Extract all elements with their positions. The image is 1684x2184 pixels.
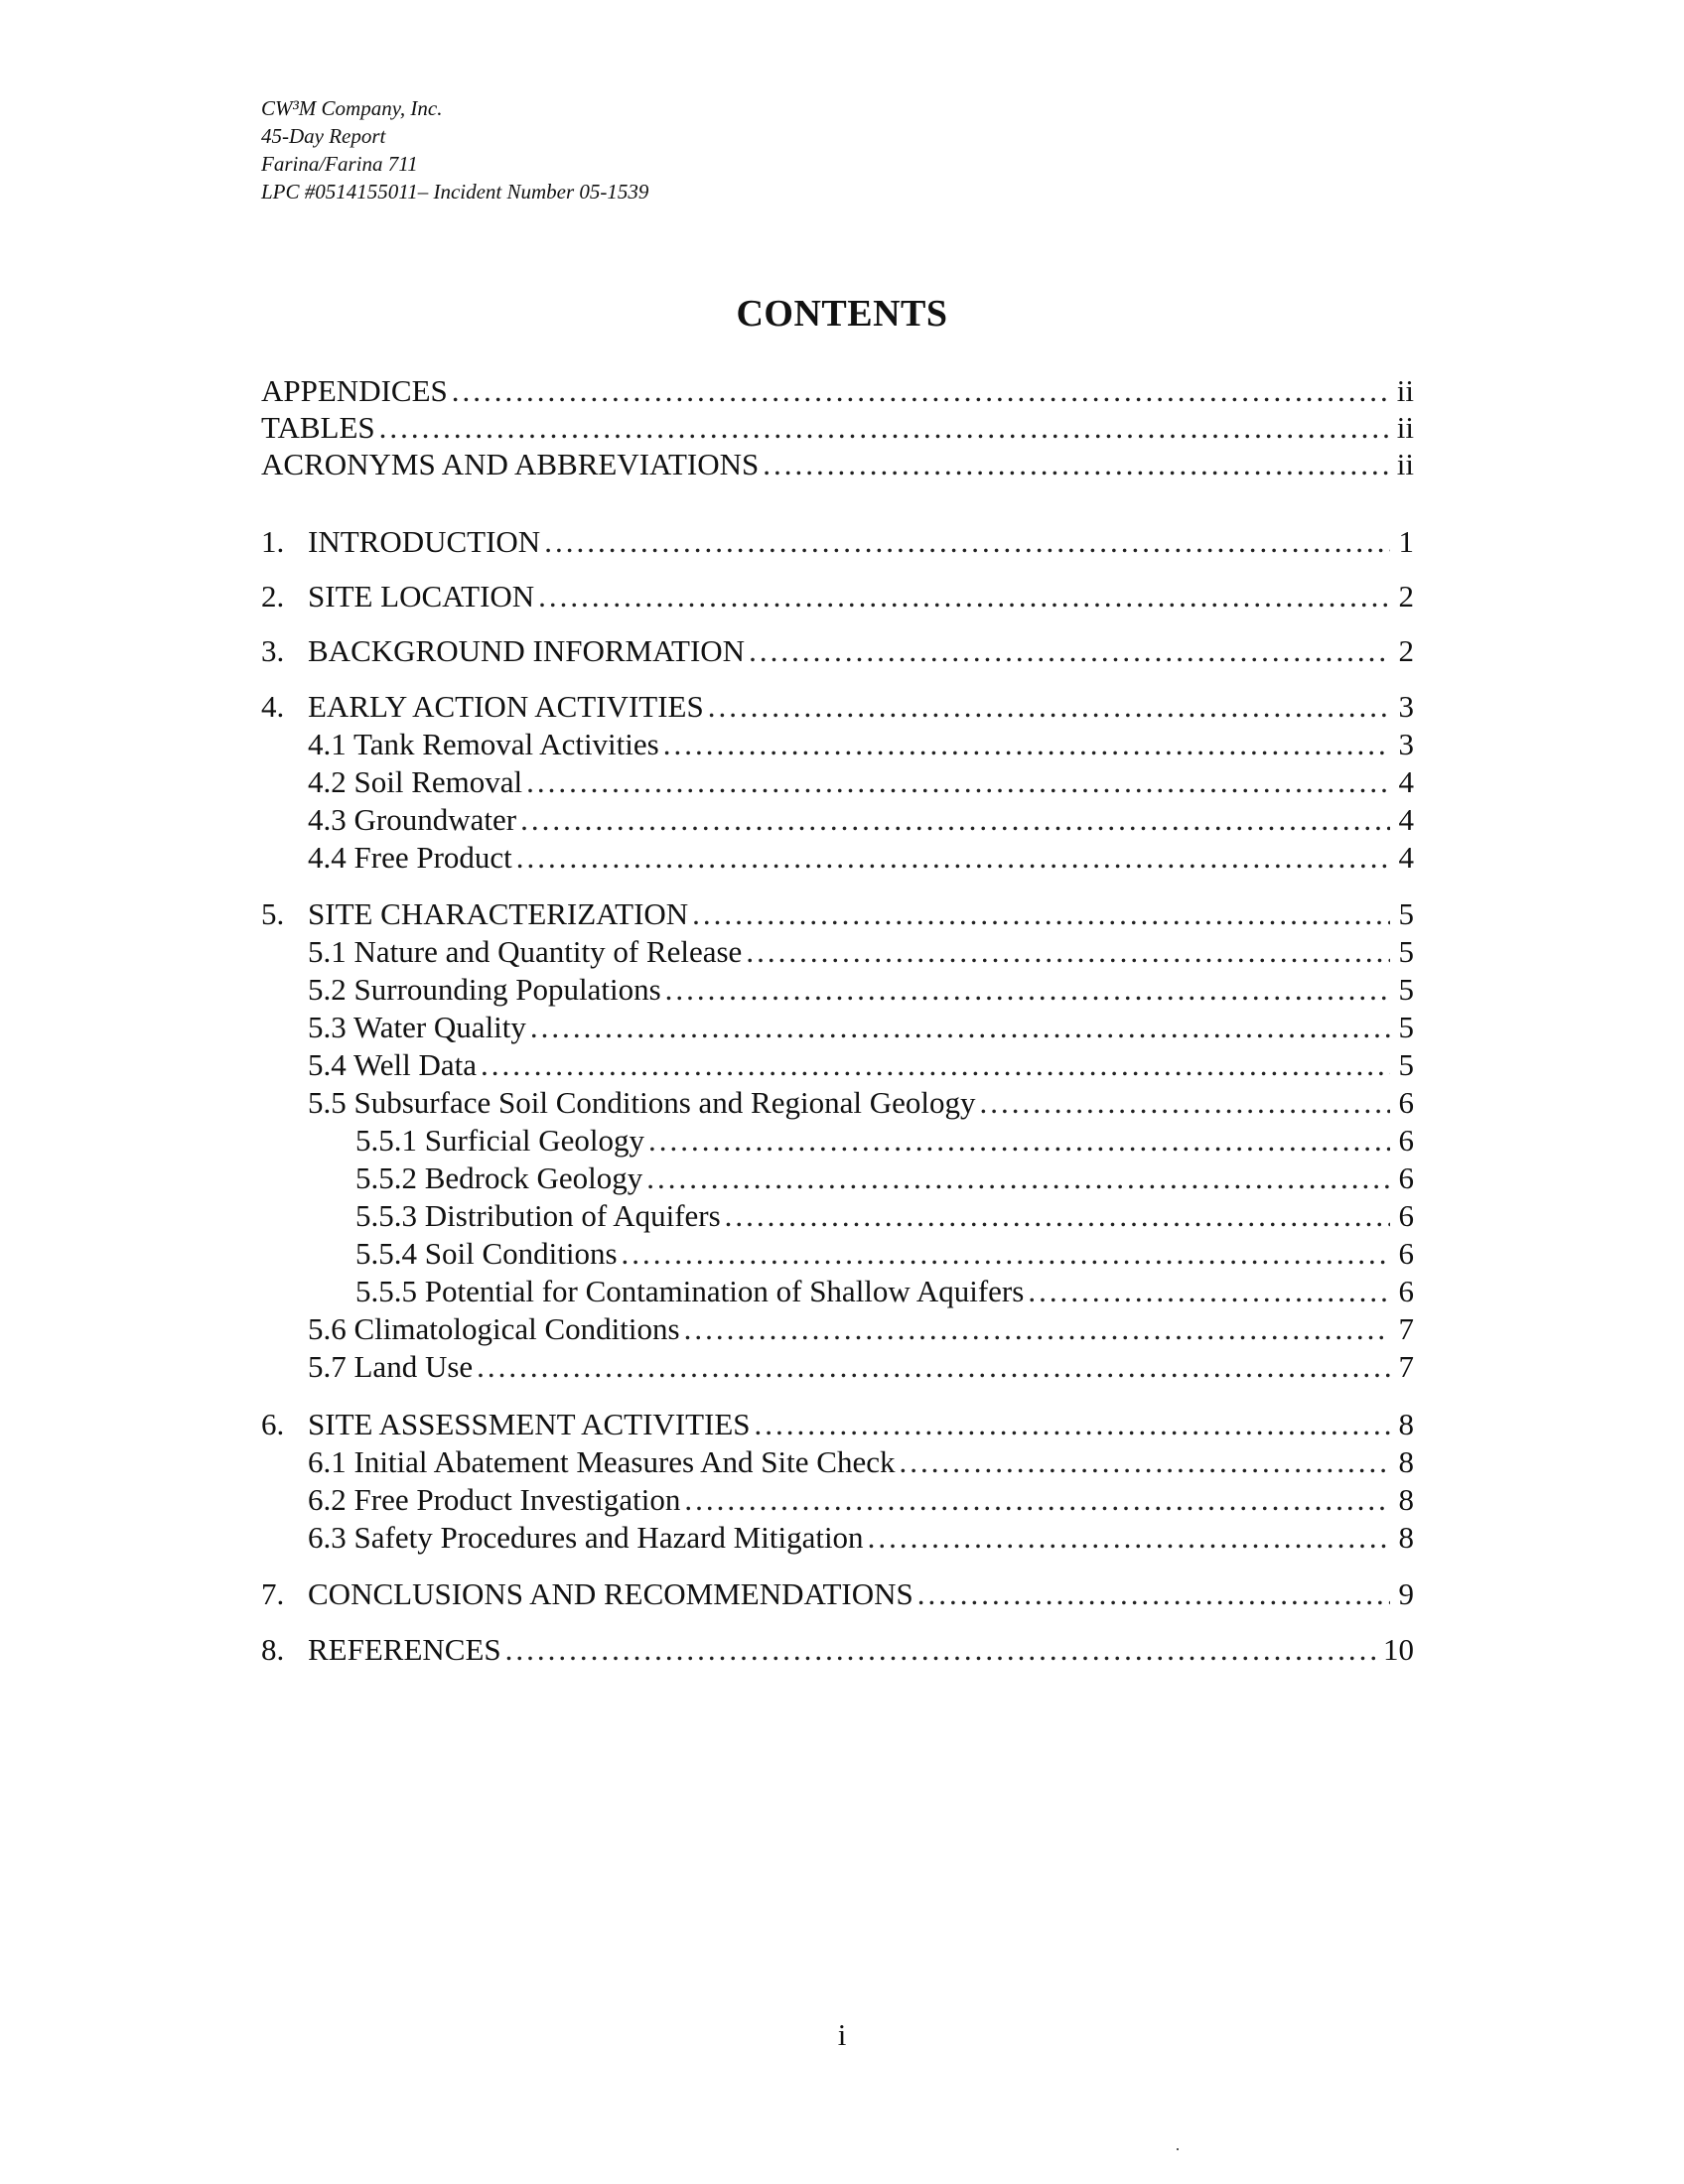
toc-page-number: 2 (1398, 579, 1414, 614)
toc-entry-label: 5.5 Subsurface Soil Conditions and Regional Geology (308, 1085, 976, 1120)
toc-dot-leader (648, 1121, 1390, 1160)
toc-section-number: 8. (261, 1632, 285, 1667)
toc-dot-leader (692, 894, 1390, 934)
toc-entry-label: SITE CHARACTERIZATION (308, 896, 689, 931)
toc-dot-leader (1028, 1272, 1390, 1311)
toc-page-number: 4 (1398, 764, 1414, 799)
toc-entry-label: 5.5.1 Surficial Geology (355, 1123, 645, 1158)
toc-entry (261, 970, 1414, 1010)
toc-entry-label: 5.1 Nature and Quantity of Release (308, 934, 743, 969)
header-incident-number: LPC #0514155011– Incident Number 05-1539 (261, 180, 649, 204)
toc-dot-leader (520, 800, 1390, 840)
toc-page-number: 6 (1398, 1085, 1414, 1120)
toc-entry (261, 408, 1414, 448)
document-header (261, 94, 648, 205)
toc-entry-label: 5.4 Well Data (308, 1047, 477, 1082)
toc-dot-leader (452, 371, 1390, 411)
toc-entry (261, 371, 1414, 411)
toc-page-number: 8 (1398, 1482, 1414, 1517)
toc-dot-leader (917, 1574, 1390, 1614)
toc-entry (261, 800, 1414, 840)
toc-dot-leader (868, 1518, 1390, 1558)
toc-entry-label: 5.6 Climatological Conditions (308, 1311, 680, 1346)
toc-page-number: 2 (1398, 633, 1414, 668)
toc-page-number: ii (1396, 447, 1414, 481)
toc-entry-label: SITE LOCATION (308, 579, 535, 614)
toc-section-number: 6. (261, 1407, 285, 1441)
toc-entry-label: 4.4 Free Product (308, 840, 512, 875)
toc-entry (261, 1630, 1414, 1670)
toc-dot-leader (663, 725, 1390, 764)
toc-page-number: 6 (1398, 1236, 1414, 1271)
toc-page-number: 5 (1398, 896, 1414, 931)
toc-entry-label: EARLY ACTION ACTIVITIES (308, 689, 704, 724)
toc-entry (261, 522, 1414, 562)
footer-page-number: i (837, 2017, 847, 2052)
toc-page-number: 6 (1398, 1198, 1414, 1233)
toc-dot-leader (746, 932, 1390, 972)
toc-entry-label: 5.5.5 Potential for Contamination of Shallow Aquifers (355, 1274, 1025, 1308)
toc-entry (261, 932, 1414, 972)
toc-entry-label: REFERENCES (308, 1632, 501, 1667)
toc-dot-leader (538, 577, 1390, 616)
toc-dot-leader (979, 1083, 1390, 1123)
toc-entry-label: ACRONYMS AND ABBREVIATIONS (261, 447, 760, 481)
toc-entry (261, 687, 1414, 727)
toc-page-number: 8 (1398, 1520, 1414, 1555)
toc-dot-leader (684, 1480, 1390, 1520)
toc-section-number: 5. (261, 896, 285, 931)
toc-dot-leader (899, 1442, 1390, 1482)
toc-page-number: 5 (1398, 972, 1414, 1007)
toc-entry-label: 6.1 Initial Abatement Measures And Site Check (308, 1444, 896, 1479)
toc-entry (261, 1045, 1414, 1085)
toc-page-number: 3 (1398, 689, 1414, 724)
toc-dot-leader (622, 1234, 1390, 1274)
toc-page-number: 6 (1398, 1123, 1414, 1158)
toc-page-number: 7 (1398, 1349, 1414, 1384)
toc-entry-label: SITE ASSESSMENT ACTIVITIES (308, 1407, 751, 1441)
toc-entry-label: 5.5.2 Bedrock Geology (355, 1160, 643, 1195)
toc-entry (261, 762, 1414, 802)
toc-dot-leader (684, 1309, 1390, 1349)
toc-entry (261, 631, 1414, 671)
toc-entry (261, 445, 1414, 484)
header-report-type: 45-Day Report (261, 124, 386, 148)
toc-page-number: 8 (1398, 1407, 1414, 1441)
toc-page-number: 10 (1383, 1632, 1414, 1667)
toc-entry-label: 6.3 Safety Procedures and Hazard Mitigation (308, 1520, 864, 1555)
toc-entry-label: 5.7 Land Use (308, 1349, 474, 1384)
toc-entry-label: 5.5.3 Distribution of Aquifers (355, 1198, 721, 1233)
toc-page-number: 1 (1398, 524, 1414, 559)
toc-page-number: 6 (1398, 1160, 1414, 1195)
toc-dot-leader (481, 1045, 1390, 1085)
header-company: CW³M Company, Inc. (261, 96, 443, 120)
toc-dot-leader (763, 445, 1390, 484)
toc-entry-label: INTRODUCTION (308, 524, 541, 559)
toc-page-number: 5 (1398, 1047, 1414, 1082)
toc-entry (261, 1159, 1414, 1198)
toc-section-number: 1. (261, 524, 285, 559)
toc-dot-leader (755, 1405, 1390, 1444)
toc-entry-label: APPENDICES (261, 373, 448, 408)
toc-page-number: 5 (1398, 1010, 1414, 1044)
toc-dot-leader (379, 408, 1390, 448)
toc-entry-label: CONCLUSIONS AND RECOMMENDATIONS (308, 1576, 913, 1611)
toc-page-number: ii (1396, 410, 1414, 445)
toc-entry (261, 1196, 1414, 1236)
toc-entry (261, 838, 1414, 878)
toc-page-number: 9 (1398, 1576, 1414, 1611)
toc-entry (261, 1083, 1414, 1123)
toc-entry (261, 1234, 1414, 1274)
toc-entry (261, 1121, 1414, 1160)
header-site-name: Farina/Farina 711 (261, 152, 418, 176)
toc-section-number: 3. (261, 633, 285, 668)
toc-entry-label: 5.2 Surrounding Populations (308, 972, 661, 1007)
page-title: CONTENTS (736, 293, 948, 335)
toc-entry (261, 725, 1414, 764)
toc-entry (261, 1347, 1414, 1387)
toc-entry-label: 4.3 Groundwater (308, 802, 517, 837)
toc-page-number: ii (1396, 373, 1414, 408)
toc-entry-label: 5.3 Water Quality (308, 1010, 526, 1044)
toc-dot-leader (505, 1630, 1379, 1670)
toc-dot-leader (665, 970, 1390, 1010)
toc-entry (261, 1309, 1414, 1349)
toc-dot-leader (516, 838, 1390, 878)
toc-entry-label: TABLES (261, 410, 375, 445)
toc-dot-leader (725, 1196, 1390, 1236)
toc-dot-leader (477, 1347, 1390, 1387)
toc-entry-label: 5.5.4 Soil Conditions (355, 1236, 618, 1271)
toc-page-number: 7 (1398, 1311, 1414, 1346)
toc-dot-leader (530, 1008, 1390, 1047)
toc-dot-leader (708, 687, 1390, 727)
toc-entry-label: 4.1 Tank Removal Activities (308, 727, 659, 761)
toc-dot-leader (526, 762, 1390, 802)
toc-entry-label: 4.2 Soil Removal (308, 764, 523, 799)
toc-entry (261, 894, 1414, 934)
toc-entry (261, 1480, 1414, 1520)
toc-entry (261, 1405, 1414, 1444)
scan-speck (1177, 2148, 1179, 2150)
toc-dot-leader (646, 1159, 1390, 1198)
toc-entry (261, 1272, 1414, 1311)
toc-entry (261, 1442, 1414, 1482)
toc-entry (261, 1574, 1414, 1614)
toc-section-number: 4. (261, 689, 285, 724)
toc-dot-leader (749, 631, 1390, 671)
toc-page-number: 5 (1398, 934, 1414, 969)
toc-section-number: 2. (261, 579, 285, 614)
toc-page-number: 6 (1398, 1274, 1414, 1308)
toc-entry (261, 577, 1414, 616)
toc-page-number: 3 (1398, 727, 1414, 761)
toc-page-number: 4 (1398, 802, 1414, 837)
toc-page-number: 8 (1398, 1444, 1414, 1479)
toc-page-number: 4 (1398, 840, 1414, 875)
toc-dot-leader (544, 522, 1390, 562)
toc-entry (261, 1008, 1414, 1047)
toc-entry (261, 1518, 1414, 1558)
toc-entry-label: 6.2 Free Product Investigation (308, 1482, 681, 1517)
toc-entry-label: BACKGROUND INFORMATION (308, 633, 746, 668)
toc-section-number: 7. (261, 1576, 285, 1611)
